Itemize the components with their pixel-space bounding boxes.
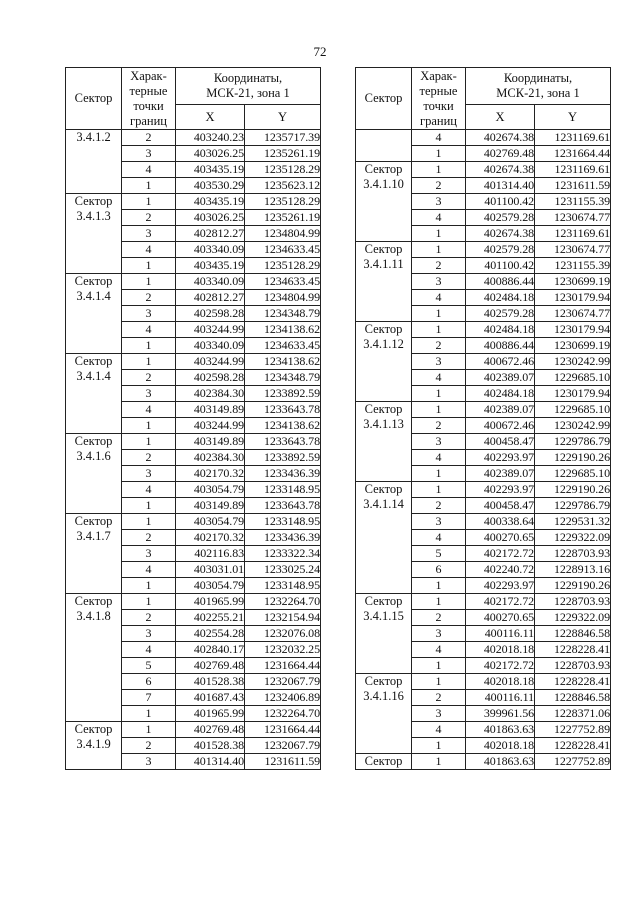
point-number: 2	[122, 530, 176, 546]
point-number: 3	[122, 226, 176, 242]
coord-x: 402598.28	[176, 306, 245, 322]
coord-x: 403026.25	[176, 146, 245, 162]
coord-x: 402240.72	[466, 562, 535, 578]
point-number: 5	[412, 546, 466, 562]
point-number: 5	[122, 658, 176, 674]
point-number: 3	[412, 434, 466, 450]
point-number: 2	[122, 130, 176, 146]
coord-y: 1233025.24	[245, 562, 321, 578]
coord-y: 1232154.94	[245, 610, 321, 626]
table-row	[66, 594, 321, 610]
coord-y: 1234348.79	[245, 306, 321, 322]
coord-y: 1232264.70	[245, 706, 321, 722]
coord-x: 400270.65	[466, 530, 535, 546]
point-number: 4	[122, 242, 176, 258]
point-number: 1	[412, 754, 466, 770]
header-sector: Сектор	[66, 68, 122, 130]
point-number: 1	[412, 162, 466, 178]
coord-y: 1228228.41	[535, 674, 611, 690]
coord-x: 402769.48	[176, 722, 245, 738]
point-number: 1	[412, 322, 466, 338]
point-number: 1	[122, 706, 176, 722]
coord-x: 402554.28	[176, 626, 245, 642]
table-row	[66, 722, 321, 738]
point-number: 3	[412, 514, 466, 530]
point-number: 6	[122, 674, 176, 690]
table-row	[66, 514, 321, 530]
point-number: 3	[122, 546, 176, 562]
sector-name: Сектор 3.4.1.14	[356, 482, 412, 594]
point-number: 2	[412, 338, 466, 354]
point-number: 3	[122, 754, 176, 770]
coord-x: 403244.99	[176, 322, 245, 338]
point-number: 2	[122, 450, 176, 466]
point-number: 1	[122, 594, 176, 610]
coord-x: 402674.38	[466, 162, 535, 178]
coord-y: 1231155.39	[535, 258, 611, 274]
coord-y: 1229190.26	[535, 482, 611, 498]
coord-x: 403149.89	[176, 402, 245, 418]
coord-x: 400886.44	[466, 274, 535, 290]
coord-x: 403435.19	[176, 258, 245, 274]
coord-x: 401314.40	[466, 178, 535, 194]
header-y: Y	[245, 105, 321, 130]
coord-x: 402255.21	[176, 610, 245, 626]
coord-y: 1228703.93	[535, 546, 611, 562]
coord-x: 402384.30	[176, 386, 245, 402]
table-row	[356, 130, 611, 146]
coord-x: 402170.32	[176, 466, 245, 482]
coord-y: 1228228.41	[535, 738, 611, 754]
coord-y: 1230674.77	[535, 242, 611, 258]
page-number: 72	[313, 44, 327, 59]
sector-name: Сектор 3.4.1.12	[356, 322, 412, 402]
sector-name: Сектор 3.4.1.15	[356, 594, 412, 674]
coord-y: 1233643.78	[245, 434, 321, 450]
coord-y: 1232076.08	[245, 626, 321, 642]
coord-y: 1230242.99	[535, 354, 611, 370]
coord-y: 1234348.79	[245, 370, 321, 386]
coord-y: 1233436.39	[245, 466, 321, 482]
coord-x: 403031.01	[176, 562, 245, 578]
coord-x: 402389.07	[466, 466, 535, 482]
coord-x: 400886.44	[466, 338, 535, 354]
table-row	[66, 194, 321, 210]
coord-y: 1231611.59	[535, 178, 611, 194]
coordinates-table-left	[65, 67, 321, 770]
sector-name: Сектор 3.4.1.4	[66, 274, 122, 354]
coord-x: 403149.89	[176, 498, 245, 514]
point-number: 1	[122, 178, 176, 194]
coord-y: 1229786.79	[535, 498, 611, 514]
point-number: 1	[412, 402, 466, 418]
table-row	[66, 274, 321, 290]
sector-name: 3.4.1.2	[66, 130, 122, 194]
point-number: 1	[412, 594, 466, 610]
header-x: X	[466, 105, 535, 130]
coord-y: 1232264.70	[245, 594, 321, 610]
sector-name: Сектор	[356, 754, 412, 770]
coord-x: 400116.11	[466, 626, 535, 642]
point-number: 3	[412, 626, 466, 642]
coord-x: 402812.27	[176, 290, 245, 306]
coord-x: 401965.99	[176, 706, 245, 722]
coord-x: 402018.18	[466, 674, 535, 690]
table-row	[356, 594, 611, 610]
coord-y: 1228913.16	[535, 562, 611, 578]
coord-x: 403054.79	[176, 514, 245, 530]
sector-name: Сектор 3.4.1.16	[356, 674, 412, 754]
coord-x: 402389.07	[466, 370, 535, 386]
point-number: 3	[122, 146, 176, 162]
point-number: 3	[412, 194, 466, 210]
sector-name	[356, 130, 412, 162]
coord-y: 1228228.41	[535, 642, 611, 658]
coord-x: 402293.97	[466, 578, 535, 594]
coord-x: 403240.23	[176, 130, 245, 146]
point-number: 4	[412, 450, 466, 466]
table-body-left	[66, 130, 321, 770]
point-number: 1	[122, 418, 176, 434]
coord-x: 400458.47	[466, 498, 535, 514]
point-number: 4	[412, 530, 466, 546]
coord-y: 1235261.19	[245, 146, 321, 162]
coord-x: 401100.42	[466, 194, 535, 210]
sector-name: Сектор 3.4.1.9	[66, 722, 122, 770]
point-number: 3	[122, 466, 176, 482]
point-number: 1	[122, 578, 176, 594]
point-number: 7	[122, 690, 176, 706]
point-number: 2	[412, 498, 466, 514]
coord-x: 403149.89	[176, 434, 245, 450]
point-number: 2	[412, 178, 466, 194]
coord-x: 403435.19	[176, 194, 245, 210]
table-row	[66, 354, 321, 370]
point-number: 3	[412, 274, 466, 290]
coord-y: 1229322.09	[535, 530, 611, 546]
point-number: 4	[122, 322, 176, 338]
coord-x: 401863.63	[466, 722, 535, 738]
header-coordinates: Координаты, МСК-21, зона 1	[176, 68, 321, 105]
table-row	[356, 754, 611, 770]
point-number: 1	[412, 386, 466, 402]
point-number: 1	[122, 514, 176, 530]
point-number: 1	[122, 258, 176, 274]
coord-y: 1230242.99	[535, 418, 611, 434]
point-number: 1	[122, 338, 176, 354]
coord-y: 1234804.99	[245, 226, 321, 242]
header-y: Y	[535, 105, 611, 130]
coord-y: 1234138.62	[245, 418, 321, 434]
coord-y: 1229685.10	[535, 466, 611, 482]
coord-y: 1233892.59	[245, 450, 321, 466]
point-number: 4	[412, 130, 466, 146]
coord-x: 402484.18	[466, 322, 535, 338]
header-coordinates: Координаты, МСК-21, зона 1	[466, 68, 611, 105]
sector-name: Сектор 3.4.1.10	[356, 162, 412, 242]
point-number: 1	[412, 578, 466, 594]
point-number: 2	[412, 610, 466, 626]
point-number: 2	[122, 290, 176, 306]
coord-x: 402579.28	[466, 210, 535, 226]
sector-name: Сектор 3.4.1.8	[66, 594, 122, 722]
coord-x: 402674.38	[466, 226, 535, 242]
coord-y: 1228703.93	[535, 594, 611, 610]
point-number: 1	[412, 674, 466, 690]
point-number: 1	[412, 226, 466, 242]
point-number: 1	[412, 482, 466, 498]
coord-x: 402170.32	[176, 530, 245, 546]
point-number: 4	[122, 642, 176, 658]
point-number: 2	[122, 610, 176, 626]
point-number: 4	[412, 210, 466, 226]
point-number: 2	[412, 690, 466, 706]
coord-y: 1235623.12	[245, 178, 321, 194]
coord-y: 1230699.19	[535, 338, 611, 354]
point-number: 1	[412, 466, 466, 482]
coord-y: 1234138.62	[245, 322, 321, 338]
coord-y: 1231155.39	[535, 194, 611, 210]
coord-y: 1230179.94	[535, 322, 611, 338]
sector-name: Сектор 3.4.1.11	[356, 242, 412, 322]
coord-y: 1235261.19	[245, 210, 321, 226]
coord-x: 402579.28	[466, 306, 535, 322]
coord-x: 403244.99	[176, 418, 245, 434]
coord-x: 401687.43	[176, 690, 245, 706]
coord-x: 401965.99	[176, 594, 245, 610]
coord-y: 1228846.58	[535, 626, 611, 642]
point-number: 1	[122, 354, 176, 370]
coord-x: 400338.64	[466, 514, 535, 530]
coord-y: 1231169.61	[535, 226, 611, 242]
point-number: 4	[122, 402, 176, 418]
coord-y: 1229531.32	[535, 514, 611, 530]
coord-x: 403054.79	[176, 482, 245, 498]
point-number: 1	[412, 306, 466, 322]
point-number: 3	[412, 354, 466, 370]
coord-y: 1231664.44	[245, 722, 321, 738]
table-row	[66, 130, 321, 146]
coord-x: 403340.09	[176, 274, 245, 290]
coord-x: 403530.29	[176, 178, 245, 194]
coord-x: 400672.46	[466, 354, 535, 370]
coord-x: 400270.65	[466, 610, 535, 626]
point-number: 3	[122, 306, 176, 322]
coord-y: 1231169.61	[535, 162, 611, 178]
sector-name: Сектор 3.4.1.13	[356, 402, 412, 482]
coord-y: 1235128.29	[245, 258, 321, 274]
coord-y: 1228846.58	[535, 690, 611, 706]
coord-x: 401528.38	[176, 738, 245, 754]
coord-y: 1231169.61	[535, 130, 611, 146]
coord-x: 402389.07	[466, 402, 535, 418]
point-number: 4	[412, 722, 466, 738]
coord-x: 402840.17	[176, 642, 245, 658]
coord-y: 1233148.95	[245, 514, 321, 530]
table-row	[356, 242, 611, 258]
point-number: 3	[122, 386, 176, 402]
coord-x: 401528.38	[176, 674, 245, 690]
point-number: 1	[122, 722, 176, 738]
coord-y: 1230179.94	[535, 386, 611, 402]
point-number: 4	[412, 290, 466, 306]
coord-y: 1230674.77	[535, 210, 611, 226]
coord-y: 1234804.99	[245, 290, 321, 306]
coord-x: 403435.19	[176, 162, 245, 178]
coord-x: 402579.28	[466, 242, 535, 258]
coord-x: 403340.09	[176, 338, 245, 354]
point-number: 2	[122, 210, 176, 226]
point-number: 3	[122, 626, 176, 642]
coord-x: 402769.48	[466, 146, 535, 162]
coord-x: 401314.40	[176, 754, 245, 770]
coord-y: 1233892.59	[245, 386, 321, 402]
point-number: 4	[412, 370, 466, 386]
coord-y: 1229322.09	[535, 610, 611, 626]
point-number: 4	[122, 162, 176, 178]
coord-y: 1231664.44	[245, 658, 321, 674]
header-x: X	[176, 105, 245, 130]
header-sector: Сектор	[356, 68, 412, 130]
table-row	[356, 162, 611, 178]
coord-y: 1230179.94	[535, 290, 611, 306]
coord-x: 402172.72	[466, 594, 535, 610]
coord-y: 1227752.89	[535, 754, 611, 770]
coord-y: 1235128.29	[245, 162, 321, 178]
coord-y: 1233322.34	[245, 546, 321, 562]
coord-x: 403340.09	[176, 242, 245, 258]
point-number: 1	[412, 658, 466, 674]
coord-y: 1234633.45	[245, 242, 321, 258]
sector-name: Сектор 3.4.1.4	[66, 354, 122, 434]
point-number: 1	[122, 434, 176, 450]
coord-y: 1229685.10	[535, 370, 611, 386]
coord-x: 402172.72	[466, 546, 535, 562]
coord-y: 1232067.79	[245, 674, 321, 690]
header-points: Харак- терные точки границ	[412, 68, 466, 130]
coord-x: 399961.56	[466, 706, 535, 722]
coord-y: 1227752.89	[535, 722, 611, 738]
table-row	[356, 322, 611, 338]
point-number: 2	[122, 738, 176, 754]
point-number: 6	[412, 562, 466, 578]
point-number: 2	[412, 258, 466, 274]
coord-y: 1229190.26	[535, 450, 611, 466]
coord-x: 402484.18	[466, 386, 535, 402]
coord-y: 1233148.95	[245, 482, 321, 498]
coord-y: 1234633.45	[245, 274, 321, 290]
coord-y: 1230699.19	[535, 274, 611, 290]
coord-x: 402293.97	[466, 482, 535, 498]
coord-x: 400458.47	[466, 434, 535, 450]
coord-x: 402484.18	[466, 290, 535, 306]
coord-x: 401863.63	[466, 754, 535, 770]
table-row	[356, 402, 611, 418]
coord-y: 1233148.95	[245, 578, 321, 594]
table-row	[66, 434, 321, 450]
coord-y: 1229685.10	[535, 402, 611, 418]
point-number: 3	[412, 706, 466, 722]
coord-x: 403244.99	[176, 354, 245, 370]
coord-y: 1233643.78	[245, 498, 321, 514]
table-row	[356, 482, 611, 498]
point-number: 1	[122, 194, 176, 210]
coord-y: 1231664.44	[535, 146, 611, 162]
point-number: 2	[122, 370, 176, 386]
point-number: 1	[122, 274, 176, 290]
coord-x: 402018.18	[466, 642, 535, 658]
sector-name: Сектор 3.4.1.3	[66, 194, 122, 274]
coord-y: 1233643.78	[245, 402, 321, 418]
coord-x: 402674.38	[466, 130, 535, 146]
coord-x: 403026.25	[176, 210, 245, 226]
coord-x: 402598.28	[176, 370, 245, 386]
table-row	[356, 674, 611, 690]
coord-x: 402018.18	[466, 738, 535, 754]
sector-name: Сектор 3.4.1.7	[66, 514, 122, 594]
point-number: 1	[122, 498, 176, 514]
coord-x: 401100.42	[466, 258, 535, 274]
point-number: 4	[122, 482, 176, 498]
coordinates-table-right	[355, 67, 611, 770]
table-body-right	[356, 130, 611, 770]
coord-y: 1232067.79	[245, 738, 321, 754]
coord-x: 402812.27	[176, 226, 245, 242]
coord-y: 1230674.77	[535, 306, 611, 322]
header-points: Харак- терные точки границ	[122, 68, 176, 130]
point-number: 4	[412, 642, 466, 658]
coord-y: 1228703.93	[535, 658, 611, 674]
coord-x: 403054.79	[176, 578, 245, 594]
coord-y: 1229190.26	[535, 578, 611, 594]
point-number: 1	[412, 738, 466, 754]
coord-x: 402769.48	[176, 658, 245, 674]
point-number: 4	[122, 562, 176, 578]
coord-y: 1228371.06	[535, 706, 611, 722]
coord-y: 1232406.89	[245, 690, 321, 706]
point-number: 1	[412, 242, 466, 258]
sector-name: Сектор 3.4.1.6	[66, 434, 122, 514]
coord-x: 402172.72	[466, 658, 535, 674]
point-number: 1	[412, 146, 466, 162]
coord-x: 400672.46	[466, 418, 535, 434]
coord-y: 1234138.62	[245, 354, 321, 370]
point-number: 2	[412, 418, 466, 434]
coord-y: 1234633.45	[245, 338, 321, 354]
coord-x: 402384.30	[176, 450, 245, 466]
coord-y: 1235128.29	[245, 194, 321, 210]
coord-x: 402116.83	[176, 546, 245, 562]
coord-x: 402293.97	[466, 450, 535, 466]
coord-y: 1233436.39	[245, 530, 321, 546]
coord-x: 400116.11	[466, 690, 535, 706]
coord-y: 1235717.39	[245, 130, 321, 146]
coord-y: 1231611.59	[245, 754, 321, 770]
coord-y: 1229786.79	[535, 434, 611, 450]
coord-y: 1232032.25	[245, 642, 321, 658]
